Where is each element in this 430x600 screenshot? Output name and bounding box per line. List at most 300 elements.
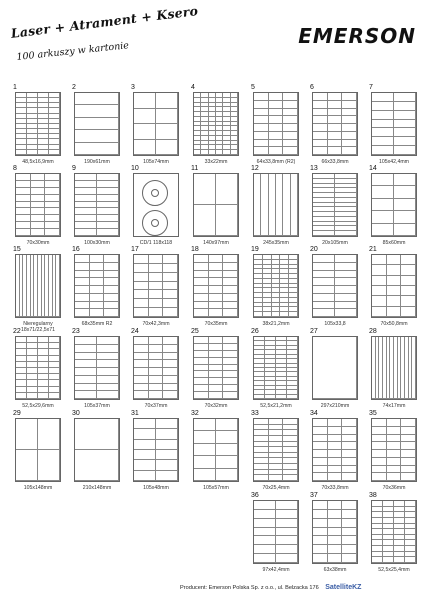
sheets-per-box-subtitle: 100 arkuszy w kartonie (16, 40, 130, 63)
sheet-label-size: 66x33,8mm (321, 159, 349, 165)
label-cell (394, 111, 416, 120)
label-cell (313, 302, 335, 310)
label-cell (97, 229, 119, 236)
label-cell (134, 264, 149, 273)
label-cell (269, 93, 284, 101)
sheet-label-size: 63x38mm (323, 567, 347, 573)
label-cell (328, 419, 343, 427)
label-cell (328, 427, 343, 435)
label-cell (75, 309, 90, 317)
label-cell (134, 360, 149, 368)
label-cell (149, 337, 164, 345)
label-cell (209, 255, 224, 263)
label-cell (149, 282, 164, 291)
label-cell (313, 442, 328, 450)
label-cell (31, 188, 46, 195)
label-cell (372, 307, 387, 317)
label-cell (209, 385, 224, 392)
sheet-number: 24 (131, 328, 139, 335)
label-cell (342, 419, 357, 427)
label-cell (269, 147, 284, 155)
label-cell (90, 278, 105, 286)
label-sheet-16 (74, 254, 120, 318)
label-cell (75, 419, 119, 450)
sheet-label-size: 52,5x21,2mm (260, 403, 292, 409)
label-sheet-9 (74, 173, 120, 237)
label-cell (313, 140, 328, 148)
label-cell (372, 146, 394, 155)
label-cell (313, 458, 328, 466)
label-cell (45, 195, 60, 202)
label-cell (313, 147, 328, 155)
label-cell (134, 460, 156, 470)
label-cell (342, 435, 357, 443)
label-cell (342, 132, 357, 140)
label-cell (313, 109, 328, 117)
label-cell (328, 435, 343, 443)
label-cell (45, 202, 60, 209)
label-cell (134, 140, 156, 156)
label-cell (401, 265, 416, 275)
label-cell (401, 442, 416, 450)
label-cell (276, 395, 287, 399)
label-cell (387, 466, 402, 474)
label-cell (97, 353, 119, 361)
label-cell (372, 224, 394, 236)
label-cell (269, 101, 284, 109)
label-cell (104, 286, 119, 294)
label-cell (283, 132, 298, 140)
label-cell (134, 282, 149, 291)
label-cell (149, 353, 164, 361)
label-cell (163, 299, 178, 308)
label-cell (104, 255, 119, 263)
label-sheet-27 (312, 336, 358, 400)
label-cell (401, 458, 416, 466)
label-cell (27, 150, 38, 155)
label-cell (372, 102, 394, 111)
label-cell (372, 442, 387, 450)
label-cell (75, 195, 97, 202)
label-cell (283, 475, 298, 481)
label-cell (149, 368, 164, 376)
label-cell (265, 395, 276, 399)
label-cell (372, 296, 387, 306)
label-cell (276, 528, 298, 537)
label-cell (328, 101, 343, 109)
label-cell (16, 195, 31, 202)
label-sheet-30 (74, 418, 120, 482)
label-cell (313, 419, 328, 427)
label-cell (156, 140, 178, 156)
sheet-number: 6 (310, 84, 314, 91)
sheet-label-size: 74x17mm (382, 403, 406, 409)
label-sheet-35 (371, 418, 417, 482)
label-cell (394, 128, 416, 137)
label-cell (394, 146, 416, 155)
label-sheet-4 (193, 92, 239, 156)
label-cell (134, 419, 156, 429)
label-cell (75, 188, 97, 195)
label-cell (31, 181, 46, 188)
sheet-label-size: 70x36mm (382, 485, 406, 491)
sheet-label-size: 105x42,4mm (379, 159, 409, 165)
sheet-number: 22 (13, 328, 21, 335)
label-cell (104, 278, 119, 286)
label-cell (209, 358, 224, 365)
label-cell (45, 215, 60, 222)
sheet-label-size: 105x33,8 (324, 321, 346, 327)
label-cell (134, 109, 156, 125)
sheet-label-size: 190x61mm (84, 159, 110, 165)
sheet-label-size: 48,5x16,9mm (22, 159, 54, 165)
label-cell (16, 215, 31, 222)
label-sheet-24 (133, 336, 179, 400)
label-cell (342, 519, 357, 528)
label-cell (387, 473, 402, 481)
label-cell (223, 263, 238, 271)
label-cell (283, 93, 298, 101)
label-cell (194, 309, 209, 317)
label-cell (163, 368, 178, 376)
label-cell (216, 431, 238, 443)
label-cell (342, 109, 357, 117)
label-cell (75, 105, 119, 117)
label-cell (156, 109, 178, 125)
label-cell (194, 174, 216, 205)
label-cell (372, 473, 387, 481)
label-cell (283, 140, 298, 148)
label-cell (342, 101, 357, 109)
label-cell (328, 450, 343, 458)
sheet-label-size: 105x57mm (203, 485, 229, 491)
label-cell (401, 276, 416, 286)
sheet-label-size: 140x97mm (203, 240, 229, 246)
label-cell (156, 124, 178, 140)
label-cell (223, 358, 238, 365)
label-cell (387, 286, 402, 296)
label-cell (209, 371, 224, 378)
label-cell (75, 93, 119, 105)
sheet-number: 25 (191, 328, 199, 335)
header-left (10, 3, 200, 72)
label-cell (97, 181, 119, 188)
label-cell (287, 395, 298, 399)
label-cell (163, 255, 178, 264)
label-cell (16, 222, 31, 229)
sheet-number: 2 (72, 84, 76, 91)
label-cell (194, 365, 209, 372)
label-cell (387, 307, 402, 317)
label-cell (313, 450, 328, 458)
label-cell (313, 427, 328, 435)
label-cell (394, 93, 416, 102)
label-cell (149, 299, 164, 308)
label-cell (194, 419, 216, 431)
label-cell (194, 286, 209, 294)
sheet-number: 13 (310, 165, 318, 172)
label-cell (209, 263, 224, 271)
label-cell (134, 345, 149, 353)
label-cell (134, 391, 149, 399)
label-cell (313, 93, 328, 101)
label-cell (328, 140, 343, 148)
label-cell (194, 456, 216, 468)
sheet-label-size: 70x42,3mm (142, 321, 170, 327)
label-cell (401, 286, 416, 296)
label-cell (149, 376, 164, 384)
label-cell (75, 222, 97, 229)
sheet-label-size: 70x33,8mm (321, 485, 349, 491)
label-cell (313, 510, 328, 519)
label-cell (231, 150, 238, 155)
label-cell (149, 391, 164, 399)
label-cell (291, 174, 298, 236)
label-cell (254, 109, 269, 117)
label-cell (104, 271, 119, 279)
sheet-number: 28 (369, 328, 377, 335)
producer-text: Producent: Emerson Polska Sp. z o.o., ul. Belzacka 176 (180, 585, 319, 591)
label-sheet-37 (312, 500, 358, 564)
label-cell (394, 137, 416, 146)
sheet-label-size: Nieregularny 18x71/22,5x71 (20, 321, 56, 333)
label-cell (342, 510, 357, 519)
label-cell (194, 337, 209, 344)
label-cell (134, 353, 149, 361)
label-cell (75, 360, 97, 368)
label-sheet-7 (371, 92, 417, 156)
watermark: SatelliteKZ (325, 584, 362, 591)
label-cell (216, 419, 238, 431)
label-cell (313, 116, 328, 124)
label-sheet-25 (193, 336, 239, 400)
label-cell (261, 174, 268, 236)
label-cell (156, 460, 178, 470)
label-cell (45, 174, 60, 181)
label-cell (194, 392, 209, 399)
label-cell (289, 312, 298, 317)
sheet-number: 7 (369, 84, 373, 91)
label-cell (194, 278, 209, 286)
label-cell (149, 384, 164, 392)
label-cell (401, 307, 416, 317)
label-cell (16, 150, 27, 155)
sheet-number: 8 (13, 165, 17, 172)
label-cell (342, 116, 357, 124)
label-cell (394, 224, 416, 236)
label-cell (313, 271, 335, 279)
sheet-number: 11 (191, 165, 199, 172)
label-cell (223, 278, 238, 286)
label-cell (45, 188, 60, 195)
sheet-label-size: 52,5x25,4mm (378, 567, 410, 573)
label-cell (163, 337, 178, 345)
label-cell (97, 195, 119, 202)
label-cell (134, 440, 156, 450)
label-cell (328, 116, 343, 124)
label-cell (90, 286, 105, 294)
sheet-number: 32 (191, 410, 199, 417)
label-cell (75, 118, 119, 130)
label-cell (254, 536, 276, 545)
label-cell (149, 345, 164, 353)
label-cell (372, 186, 394, 198)
sheet-number: 30 (72, 410, 80, 417)
label-cell (163, 345, 178, 353)
label-cell (335, 231, 357, 236)
sheet-number: 27 (310, 328, 318, 335)
sheet-number: 33 (251, 410, 259, 417)
label-cell (313, 101, 328, 109)
label-cell (313, 536, 328, 545)
label-cell (75, 337, 97, 345)
sheet-label-size: 52,5x29,6mm (22, 403, 54, 409)
label-cell (194, 344, 209, 351)
label-cell (16, 202, 31, 209)
label-cell (372, 111, 394, 120)
label-cell (209, 337, 224, 344)
label-cell (163, 308, 178, 317)
product-title: Laser + Atrament + Ksero (10, 3, 199, 41)
label-cell (254, 312, 263, 317)
label-cell (216, 456, 238, 468)
sheet-number: 26 (251, 328, 259, 335)
sheet-number: 10 (131, 165, 139, 172)
sheet-number: 19 (251, 246, 259, 253)
label-cell (372, 557, 383, 563)
label-cell (16, 450, 38, 481)
label-cell (394, 120, 416, 129)
label-sheet-20 (312, 254, 358, 318)
label-cell (254, 501, 276, 510)
label-cell (75, 278, 90, 286)
label-cell (401, 419, 416, 427)
label-sheet-23 (74, 336, 120, 400)
label-cell (16, 181, 31, 188)
label-cell (75, 294, 90, 302)
label-cell (372, 466, 387, 474)
label-cell (163, 391, 178, 399)
label-cell (134, 429, 156, 439)
label-cell (335, 263, 357, 271)
label-cell (372, 255, 387, 265)
label-cell (38, 419, 60, 450)
label-cell (342, 545, 357, 554)
label-sheet-34 (312, 418, 358, 482)
label-sheet-32 (193, 418, 239, 482)
label-cell (194, 294, 209, 302)
label-cell (372, 137, 394, 146)
label-sheet-22 (15, 336, 61, 400)
label-cell (209, 365, 224, 372)
label-sheet-29 (15, 418, 61, 482)
label-cell (27, 393, 38, 399)
sheet-label-size: 70x25,4mm (262, 485, 290, 491)
label-cell (38, 450, 60, 481)
label-cell (90, 294, 105, 302)
label-cell (387, 442, 402, 450)
label-cell (401, 450, 416, 458)
label-cell (254, 510, 276, 519)
label-cell (372, 419, 387, 427)
label-cell (328, 545, 343, 554)
label-cell (194, 358, 209, 365)
label-cell (254, 124, 269, 132)
label-cell (313, 263, 335, 271)
label-cell (372, 120, 394, 129)
label-cell (328, 519, 343, 528)
sheet-number: 9 (72, 165, 76, 172)
label-cell (394, 102, 416, 111)
label-cell (269, 116, 284, 124)
label-cell (372, 435, 387, 443)
label-cell (335, 309, 357, 317)
label-sheet-38 (371, 500, 417, 564)
label-cell (16, 188, 31, 195)
label-cell (90, 302, 105, 310)
sheet-number: 3 (131, 84, 135, 91)
label-cell (280, 312, 289, 317)
label-cell (254, 174, 261, 236)
label-cell (387, 276, 402, 286)
sheet-number: 5 (251, 84, 255, 91)
label-sheet-26 (253, 336, 299, 400)
label-cell (335, 271, 357, 279)
label-cell (216, 205, 238, 236)
label-cell (387, 419, 402, 427)
label-cell (283, 116, 298, 124)
label-cell (342, 473, 357, 481)
label-cell (45, 208, 60, 215)
label-cell (156, 440, 178, 450)
label-cell (254, 101, 269, 109)
label-cell (276, 545, 298, 554)
label-cell (223, 150, 230, 155)
label-cell (31, 215, 46, 222)
label-cell (134, 376, 149, 384)
label-cell (97, 215, 119, 222)
label-cell (209, 294, 224, 302)
label-cell (387, 450, 402, 458)
sheet-label-size: 70x37mm (144, 403, 168, 409)
label-cell (313, 473, 328, 481)
label-sheet-15 (15, 254, 61, 318)
label-sheet-3 (133, 92, 179, 156)
label-cell (216, 469, 238, 481)
label-cell (216, 150, 223, 155)
label-cell (16, 174, 31, 181)
label-cell (372, 458, 387, 466)
label-sheet-1 (15, 92, 61, 156)
sheet-number: 35 (369, 410, 377, 417)
label-cell (372, 199, 394, 211)
label-cell (335, 278, 357, 286)
label-cell (97, 337, 119, 345)
label-cell (163, 264, 178, 273)
sheet-label-size: 85x60mm (382, 240, 406, 246)
label-cell (209, 344, 224, 351)
label-cell (223, 286, 238, 294)
sheet-number: 14 (369, 165, 377, 172)
label-cell (401, 255, 416, 265)
label-cell (328, 528, 343, 537)
label-cell (201, 150, 208, 155)
label-cell (276, 501, 298, 510)
label-cell (328, 473, 343, 481)
label-cell (342, 93, 357, 101)
sheet-label-size: 38x21,2mm (262, 321, 290, 327)
label-cell (56, 255, 60, 317)
